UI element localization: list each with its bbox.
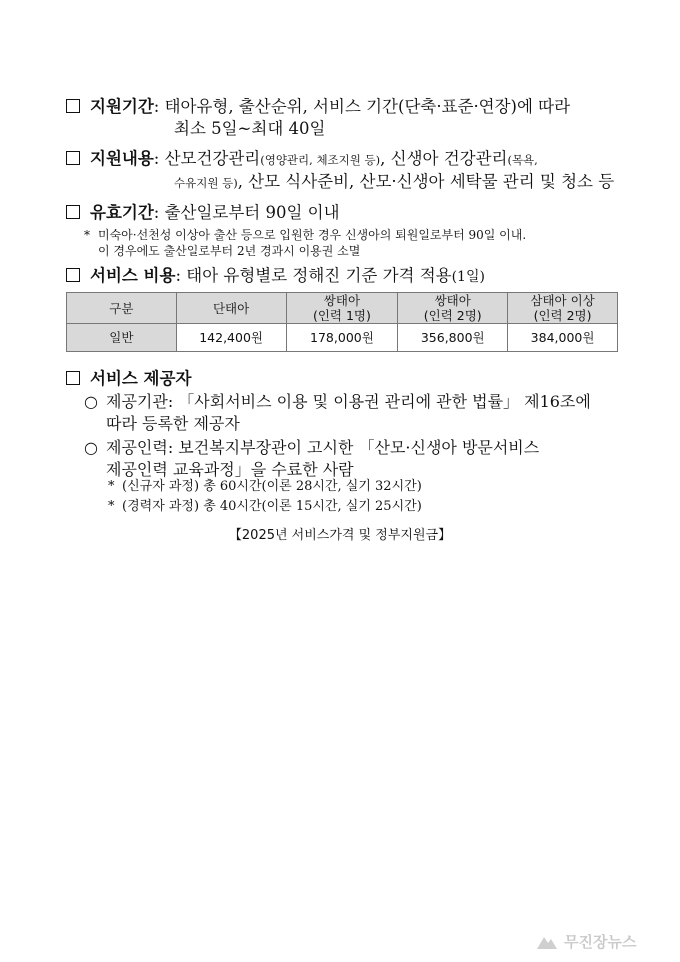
checkbox-square-icon	[66, 99, 80, 113]
provider-note-new-text: (신규자 과정) 총 60시간(이론 28시간, 실기 32시간)	[122, 479, 422, 494]
provider-org-line2: 따라 등록한 제공자	[106, 414, 240, 433]
price-table-cell: 일반	[67, 324, 177, 352]
valid-period-label: 유효기간	[90, 203, 154, 222]
checkbox-square-icon	[66, 205, 80, 219]
support-period-text-cont: 최소 5일~최대 40일	[174, 119, 326, 138]
footer-caption: 【2025년 서비스가격 및 정부지원금】	[228, 528, 452, 543]
circle-bullet-icon: ○	[84, 392, 98, 411]
support-period-section	[66, 96, 626, 140]
support-content-part1: : 산모건강관리	[153, 149, 261, 168]
provider-staff-item	[84, 437, 644, 481]
price-table-header-row	[67, 293, 618, 324]
checkbox-square-icon	[66, 151, 80, 165]
price-table-row	[67, 324, 618, 352]
checkbox-square-icon	[66, 371, 80, 385]
price-table-header-cell: 구분	[67, 293, 177, 324]
provider-org-item	[84, 391, 644, 435]
price-table-cell: 142,400원	[176, 324, 286, 352]
support-content-part2: , 신생아 건강관리	[380, 149, 508, 168]
mountain-logo-icon	[536, 932, 558, 950]
support-period-label: 지원기간	[90, 97, 154, 116]
support-content-part1-detail: (영양관리, 체조지원 등)	[260, 153, 381, 167]
note-asterisk: *	[108, 499, 115, 514]
support-period-text: : 태아유형, 출산순위, 서비스 기간(단축·표준·연장)에 따라	[153, 97, 571, 116]
support-content-line2-detail: 수유지원 등)	[174, 176, 238, 190]
service-cost-section	[66, 265, 626, 288]
checkbox-square-icon	[66, 268, 80, 282]
provider-staff-line1: 제공인력: 보건복지부장관이 고시한 「산모·신생아 방문서비스	[106, 438, 540, 457]
provider-staff-line2: 제공인력 교육과정」을 수료한 사람	[106, 460, 354, 479]
valid-period-note-line1: 미숙아·선천성 이상아 출산 등으로 입원한 경우 신생아의 퇴원일로부터 90일 이내.	[98, 228, 527, 242]
provider-section	[66, 368, 626, 390]
valid-period-text: : 출산일로부터 90일 이내	[153, 203, 340, 222]
price-table-cell: 384,000원	[508, 324, 618, 352]
note-asterisk: *	[108, 479, 115, 494]
price-table-cell: 356,800원	[398, 324, 508, 352]
price-table-cell: 178,000원	[286, 324, 398, 352]
note-asterisk: *	[84, 228, 90, 242]
price-table-header-cell: 단태아	[176, 293, 286, 324]
circle-bullet-icon: ○	[84, 438, 98, 457]
provider-note-exp	[108, 498, 422, 516]
price-table-header-cell: 쌍태아 (인력 1명)	[286, 293, 398, 324]
support-content-part2-detail: (목욕,	[507, 153, 538, 167]
watermark-text: 무진장뉴스	[564, 932, 637, 951]
provider-label: 서비스 제공자	[90, 369, 192, 388]
provider-note-new	[108, 478, 422, 496]
service-cost-unit: (1일)	[451, 269, 485, 285]
support-content-section	[66, 148, 626, 194]
provider-org-line1: 제공기관: 「사회서비스 이용 및 이용권 관리에 관한 법률」 제16조에	[106, 392, 591, 411]
price-table-header-cell: 삼태아 이상 (인력 2명)	[508, 293, 618, 324]
watermark	[536, 928, 672, 954]
price-table-header-cell: 쌍태아 (인력 2명)	[398, 293, 508, 324]
service-cost-label: 서비스 비용	[90, 266, 176, 285]
support-content-line2: , 산모 식사준비, 산모·신생아 세탁물 관리 및 청소 등	[237, 172, 615, 191]
provider-note-exp-text: (경력자 과정) 총 40시간(이론 15시간, 실기 25시간)	[122, 499, 422, 514]
valid-period-note-line2: 이 경우에도 출산일로부터 2년 경과시 이용권 소멸	[98, 244, 361, 258]
service-cost-text: : 태아 유형별로 정해진 기준 가격 적용	[175, 266, 452, 285]
support-content-label: 지원내용	[90, 149, 154, 168]
price-table	[66, 292, 618, 352]
valid-period-section	[66, 202, 626, 259]
